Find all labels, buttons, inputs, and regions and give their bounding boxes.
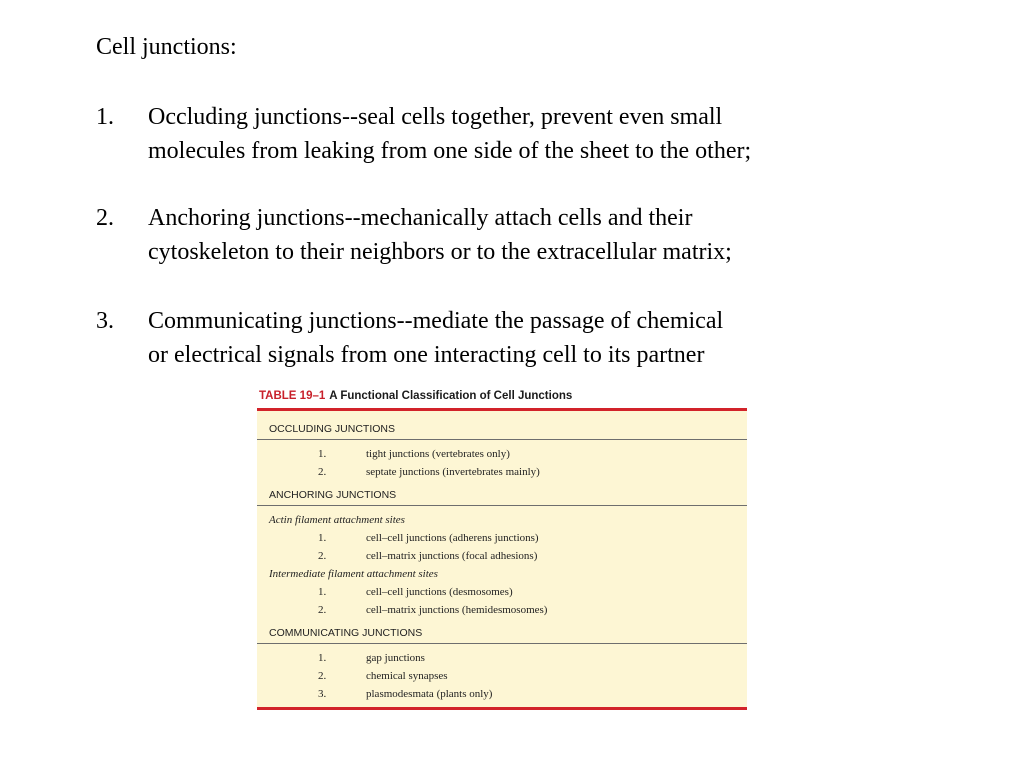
row-text: gap junctions xyxy=(366,652,425,664)
point-line: cytoskeleton to their neighbors or to the extracellular matrix; xyxy=(148,239,732,265)
section-heading-occluding: OCCLUDING JUNCTIONS xyxy=(257,419,747,440)
row-text: cell–matrix junctions (focal adhesions) xyxy=(366,550,538,562)
row-number: 1. xyxy=(318,532,327,544)
point-line: Anchoring junctions--mechanically attach cells and their xyxy=(148,205,693,231)
table-row xyxy=(257,463,747,481)
row-number: 3. xyxy=(318,688,327,700)
point-number: 3. xyxy=(96,308,114,334)
point-line: or electrical signals from one interacting cell to its partner xyxy=(148,342,705,368)
point-text xyxy=(148,304,723,372)
row-number: 2. xyxy=(318,604,327,616)
row-text: cell–cell junctions (desmosomes) xyxy=(366,586,513,598)
row-text: cell–cell junctions (adherens junctions) xyxy=(366,532,539,544)
junction-classification-table xyxy=(257,384,747,710)
row-number: 2. xyxy=(318,670,327,682)
point-text xyxy=(148,201,732,269)
table-row xyxy=(257,685,747,703)
section-heading-anchoring: ANCHORING JUNCTIONS xyxy=(257,485,747,506)
row-text: plasmodesmata (plants only) xyxy=(366,688,493,700)
point-line: molecules from leaking from one side of the sheet to the other; xyxy=(148,138,752,164)
point-line: Communicating junctions--mediate the passage of chemical xyxy=(148,308,724,334)
table-number: TABLE 19–1 xyxy=(259,390,326,402)
row-number: 2. xyxy=(318,550,327,562)
row-text: septate junctions (invertebrates mainly) xyxy=(366,466,540,478)
table-row xyxy=(257,583,747,601)
table-row xyxy=(257,601,747,619)
point-line: Occluding junctions--seal cells together, prevent even small xyxy=(148,104,723,130)
subheading-intermediate: Intermediate filament attachment sites xyxy=(269,568,438,580)
point-number: 1. xyxy=(96,104,114,130)
table-row xyxy=(257,667,747,685)
table-row xyxy=(257,547,747,565)
table-body xyxy=(257,408,747,710)
row-text: cell–matrix junctions (hemidesmosomes) xyxy=(366,604,548,616)
table-row xyxy=(257,445,747,463)
subheading-actin: Actin filament attachment sites xyxy=(269,514,405,526)
table-row xyxy=(257,649,747,667)
table-caption xyxy=(257,384,747,408)
row-number: 1. xyxy=(318,652,327,664)
table-caption-text: A Functional Classification of Cell Junctions xyxy=(329,390,573,402)
row-number: 1. xyxy=(318,586,327,598)
point-text xyxy=(148,100,751,168)
row-number: 2. xyxy=(318,466,327,478)
slide-title: Cell junctions: xyxy=(96,34,237,60)
row-number: 1. xyxy=(318,448,327,460)
row-text: chemical synapses xyxy=(366,670,448,682)
section-heading-communicating: COMMUNICATING JUNCTIONS xyxy=(257,623,747,644)
point-number: 2. xyxy=(96,205,114,231)
table-row xyxy=(257,529,747,547)
row-text: tight junctions (vertebrates only) xyxy=(366,448,510,460)
